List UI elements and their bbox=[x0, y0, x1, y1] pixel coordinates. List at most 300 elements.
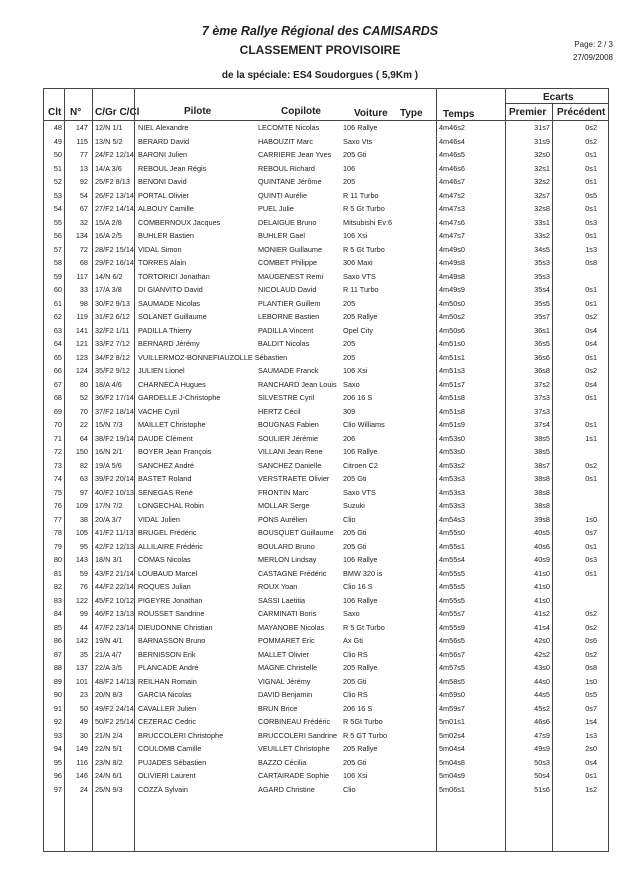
cell-car: 205 Gti bbox=[343, 474, 367, 483]
cell-time: 4m55s5 bbox=[439, 582, 465, 591]
cell-time: 4m49s8 bbox=[439, 271, 465, 281]
table-row bbox=[44, 499, 608, 513]
cell-rank: 81 bbox=[53, 568, 62, 578]
cell-rank: 76 bbox=[53, 501, 62, 510]
cell-codriver: SOULIER Jérémie bbox=[258, 433, 319, 443]
cell-codriver: BUHLER Gael bbox=[258, 231, 306, 240]
cell-codriver: REBOUL Richard bbox=[258, 163, 315, 173]
cell-gap-previous: 0s1 bbox=[585, 285, 597, 294]
table-row bbox=[44, 513, 608, 527]
cell-category-rank: 38/F2 19/14 bbox=[95, 433, 134, 443]
cell-car-number: 99 bbox=[79, 609, 88, 618]
cell-codriver: ROUX Yoan bbox=[258, 582, 298, 591]
results-table bbox=[43, 88, 609, 852]
cell-gap-first: 33s2 bbox=[534, 231, 550, 240]
cell-gap-first: 39s8 bbox=[534, 514, 550, 524]
cell-codriver: BOUGNAS Fabien bbox=[258, 420, 319, 429]
cell-gap-first: 41s0 bbox=[534, 595, 550, 605]
cell-category-rank: 36/F2 17/14 bbox=[95, 393, 134, 402]
cell-category-rank: 39/F2 20/14 bbox=[95, 474, 134, 483]
cell-codriver: LEBORNE Bastien bbox=[258, 312, 320, 321]
cell-gap-previous: 0s4 bbox=[585, 339, 597, 348]
cell-time: 4m51s0 bbox=[439, 339, 465, 348]
cell-category-rank: 19/A 5/6 bbox=[95, 460, 122, 470]
cell-codriver: BOULARD Bruno bbox=[258, 541, 315, 551]
cell-driver: DI GIANVITO David bbox=[138, 285, 203, 294]
cell-driver: BUHLER Bastien bbox=[138, 231, 194, 240]
cell-time: 4m53s0 bbox=[439, 433, 465, 443]
col-category: C/Gr C/Cl bbox=[95, 107, 140, 118]
cell-codriver: MAUGENEST Remi bbox=[258, 271, 324, 281]
cell-car-number: 68 bbox=[79, 258, 88, 267]
cell-codriver: CARRIERE Jean Yves bbox=[258, 150, 332, 159]
cell-car: 206 bbox=[343, 433, 356, 443]
cell-rank: 49 bbox=[53, 136, 62, 146]
cell-gap-first: 32s7 bbox=[534, 190, 550, 200]
cell-codriver: BOUSQUET Guillaume bbox=[258, 528, 334, 537]
cell-codriver: LECOMTE Nicolas bbox=[258, 123, 320, 132]
cell-driver: MAILLET Christophe bbox=[138, 420, 206, 429]
cell-car-number: 67 bbox=[79, 204, 88, 213]
cell-codriver: COMBET Philippe bbox=[258, 258, 318, 267]
cell-rank: 91 bbox=[53, 703, 62, 713]
table-row bbox=[44, 702, 608, 716]
table-row bbox=[44, 324, 608, 338]
cell-car-number: 149 bbox=[75, 744, 88, 753]
cell-car: Opel City bbox=[343, 325, 374, 335]
cell-driver: TORRES Alain bbox=[138, 258, 187, 267]
cell-car-number: 70 bbox=[79, 406, 88, 416]
cell-category-rank: 42/F2 12/13 bbox=[95, 541, 134, 551]
cell-rank: 86 bbox=[53, 636, 62, 645]
cell-rank: 96 bbox=[53, 771, 62, 780]
cell-category-rank: 41/F2 11/13 bbox=[95, 528, 134, 537]
cell-gap-previous: 0s1 bbox=[585, 352, 597, 362]
cell-gap-first: 49s9 bbox=[534, 744, 550, 753]
cell-rank: 69 bbox=[53, 406, 62, 416]
cell-car: R 11 Turbo bbox=[343, 285, 379, 294]
cell-time: 4m53s2 bbox=[439, 460, 465, 470]
cell-car-number: 44 bbox=[79, 622, 88, 632]
print-date: 27/09/2008 bbox=[572, 53, 613, 62]
cell-car: Clio Williams bbox=[343, 420, 385, 429]
col-precedent: Précédent bbox=[557, 107, 606, 118]
col-voiture: Voiture bbox=[354, 108, 388, 119]
cell-codriver: SANCHEZ Danielle bbox=[258, 460, 322, 470]
table-row bbox=[44, 472, 608, 486]
cell-driver: BERNARD Jérémy bbox=[138, 339, 200, 348]
cell-category-rank: 22/N 5/1 bbox=[95, 744, 123, 753]
cell-category-rank: 15/A 2/8 bbox=[95, 217, 122, 227]
cell-rank: 59 bbox=[53, 271, 62, 281]
table-row bbox=[44, 607, 608, 621]
table-row bbox=[44, 661, 608, 675]
table-row bbox=[44, 769, 608, 783]
cell-car-number: 76 bbox=[79, 582, 88, 591]
cell-gap-first: 35s5 bbox=[534, 298, 550, 308]
cell-rank: 85 bbox=[53, 622, 62, 632]
cell-car: 206 16 S bbox=[343, 703, 373, 713]
cell-driver: PLANCADE André bbox=[138, 663, 199, 672]
cell-car-number: 146 bbox=[75, 771, 88, 780]
cell-category-rank: 27/F2 14/14 bbox=[95, 204, 134, 213]
cell-rank: 62 bbox=[53, 312, 62, 321]
cell-time: 4m51s8 bbox=[439, 406, 465, 416]
cell-category-rank: 26/F2 13/14 bbox=[95, 190, 134, 200]
cell-time: 4m51s9 bbox=[439, 420, 465, 429]
table-row bbox=[44, 783, 608, 797]
rally-title: 7 ème Rallye Régional des CAMISARDS bbox=[201, 24, 439, 38]
cell-category-rank: 40/F2 10/13 bbox=[95, 487, 134, 497]
cell-car-number: 64 bbox=[79, 433, 88, 443]
cell-car-number: 117 bbox=[76, 271, 88, 281]
cell-rank: 93 bbox=[53, 730, 62, 740]
cell-rank: 51 bbox=[53, 163, 62, 173]
ecarts-header bbox=[505, 89, 609, 120]
cell-codriver: QUINTANE Jérôme bbox=[258, 177, 322, 186]
cell-time: 4m54s3 bbox=[439, 514, 465, 524]
cell-codriver: BAZZO Cécilia bbox=[258, 757, 307, 767]
cell-time: 4m47s2 bbox=[439, 190, 465, 200]
col-clt: Clt bbox=[48, 107, 62, 118]
cell-rank: 94 bbox=[53, 744, 62, 753]
cell-car: Citroen C2 bbox=[343, 460, 378, 470]
cell-car: Clio bbox=[343, 514, 356, 524]
cell-codriver: HERTZ Cécil bbox=[258, 406, 301, 416]
cell-driver: BENONI David bbox=[138, 177, 187, 186]
cell-category-rank: 24/N 6/1 bbox=[95, 771, 123, 780]
cell-car: R 5 Gt Turbo bbox=[343, 244, 385, 254]
cell-time: 4m55s4 bbox=[439, 555, 465, 564]
cell-category-rank: 34/F2 8/12 bbox=[95, 352, 130, 362]
cell-gap-first: 43s0 bbox=[534, 663, 550, 672]
cell-gap-first: 35s7 bbox=[534, 312, 550, 321]
cell-gap-previous: 0s1 bbox=[585, 420, 597, 429]
cell-gap-first: 42s2 bbox=[534, 649, 550, 659]
cell-codriver: PONS Aurélien bbox=[258, 514, 308, 524]
table-row bbox=[44, 756, 608, 770]
cell-gap-first: 31s9 bbox=[534, 136, 550, 146]
cell-rank: 79 bbox=[53, 541, 62, 551]
cell-gap-first: 44s5 bbox=[534, 690, 550, 699]
cell-car-number: 24 bbox=[79, 784, 88, 794]
cell-rank: 74 bbox=[53, 474, 62, 483]
cell-car-number: 72 bbox=[79, 244, 88, 254]
cell-codriver: MAGNE Christelle bbox=[258, 663, 318, 672]
table-header bbox=[44, 89, 608, 121]
cell-category-rank: 33/F2 7/12 bbox=[95, 339, 130, 348]
cell-gap-first: 38s7 bbox=[534, 460, 550, 470]
cell-driver: SAUMADE Nicolas bbox=[138, 298, 201, 308]
cell-car-number: 141 bbox=[75, 325, 88, 335]
cell-gap-first: 40s5 bbox=[534, 528, 550, 537]
cell-driver: COMBERNOUX Jacques bbox=[138, 217, 221, 227]
cell-rank: 95 bbox=[53, 757, 62, 767]
cell-time: 4m53s3 bbox=[439, 474, 465, 483]
cell-gap-first: 32s1 bbox=[534, 163, 550, 173]
cell-car-number: 35 bbox=[79, 649, 88, 659]
cell-rank: 52 bbox=[53, 177, 62, 186]
cell-rank: 54 bbox=[53, 204, 62, 213]
cell-codriver: RANCHARD Jean Louis bbox=[258, 379, 337, 389]
cell-codriver: NICOLAUD David bbox=[258, 285, 317, 294]
cell-rank: 72 bbox=[53, 447, 62, 456]
cell-time: 4m55s1 bbox=[439, 541, 465, 551]
cell-time: 4m50s0 bbox=[439, 298, 465, 308]
cell-driver: GARDELLE J-Christophe bbox=[138, 393, 221, 402]
cell-rank: 55 bbox=[53, 217, 62, 227]
cell-car-number: 150 bbox=[75, 447, 88, 456]
cell-gap-first: 41s2 bbox=[534, 609, 550, 618]
cell-gap-previous: 0s4 bbox=[585, 325, 597, 335]
cell-driver: VACHE Cyril bbox=[138, 406, 180, 416]
cell-gap-previous: 1s3 bbox=[585, 730, 597, 740]
cell-time: 4m50s6 bbox=[439, 325, 465, 335]
cell-category-rank: 44/F2 22/14 bbox=[95, 582, 134, 591]
cell-driver: OLIVIERI Laurent bbox=[138, 771, 196, 780]
table-row bbox=[44, 648, 608, 662]
cell-gap-previous: 0s4 bbox=[585, 379, 597, 389]
cell-time: 5m04s8 bbox=[439, 757, 465, 767]
cell-rank: 92 bbox=[53, 717, 62, 726]
cell-car: 106 Xsi bbox=[343, 366, 368, 375]
cell-gap-previous: 0s2 bbox=[585, 123, 597, 132]
cell-time: 4m49s9 bbox=[439, 285, 465, 294]
cell-car: 309 bbox=[343, 406, 356, 416]
cell-gap-first: 38s8 bbox=[534, 487, 550, 497]
cell-gap-first: 36s8 bbox=[534, 366, 550, 375]
cell-car: 205 bbox=[343, 298, 356, 308]
cell-gap-previous: 1s0 bbox=[585, 676, 597, 686]
cell-category-rank: 12/N 1/1 bbox=[95, 123, 123, 132]
cell-gap-previous: 0s1 bbox=[585, 771, 597, 780]
cell-car: 205 Rallye bbox=[343, 312, 378, 321]
table-row bbox=[44, 351, 608, 365]
col-copilote: Copilote bbox=[281, 106, 321, 117]
cell-gap-previous: 0s5 bbox=[585, 690, 597, 699]
cell-time: 4m49s0 bbox=[439, 244, 465, 254]
cell-time: 4m49s8 bbox=[439, 258, 465, 267]
cell-car: Saxo bbox=[343, 609, 360, 618]
cell-category-rank: 16/A 2/5 bbox=[95, 231, 122, 240]
cell-car-number: 119 bbox=[76, 312, 88, 321]
cell-driver: JULIEN Lionel bbox=[138, 366, 185, 375]
cell-car-number: 38 bbox=[79, 514, 88, 524]
cell-driver: CEZERAC Cedric bbox=[138, 717, 196, 726]
cell-rank: 77 bbox=[53, 514, 62, 524]
cell-gap-first: 45s2 bbox=[534, 703, 550, 713]
cell-gap-first: 40s6 bbox=[534, 541, 550, 551]
cell-time: 4m51s8 bbox=[439, 393, 465, 402]
table-row bbox=[44, 688, 608, 702]
cell-time: 5m02s4 bbox=[439, 730, 465, 740]
cell-driver: COMAS Nicolas bbox=[138, 555, 191, 564]
table-row bbox=[44, 148, 608, 162]
table-row bbox=[44, 729, 608, 743]
cell-category-rank: 32/F2 1/11 bbox=[95, 325, 130, 335]
cell-rank: 75 bbox=[53, 487, 62, 497]
table-row bbox=[44, 189, 608, 203]
cell-car: 205 bbox=[343, 352, 356, 362]
cell-rank: 65 bbox=[53, 352, 62, 362]
table-row bbox=[44, 310, 608, 324]
table-row bbox=[44, 459, 608, 473]
cell-time: 4m51s1 bbox=[439, 352, 465, 362]
cell-rank: 89 bbox=[53, 676, 62, 686]
table-row bbox=[44, 243, 608, 257]
cell-car: Mitsubishi Ev:6 bbox=[343, 217, 393, 227]
cell-category-rank: 22/A 3/5 bbox=[95, 663, 122, 672]
cell-category-rank: 23/N 8/2 bbox=[95, 757, 123, 767]
results-rows bbox=[44, 121, 608, 796]
table-row bbox=[44, 270, 608, 284]
cell-car-number: 115 bbox=[76, 136, 88, 146]
cell-driver: BARNASSON Bruno bbox=[138, 636, 206, 645]
cell-gap-previous: 1s3 bbox=[585, 244, 597, 254]
cell-rank: 68 bbox=[53, 393, 62, 402]
cell-driver: SENEGAS René bbox=[138, 487, 193, 497]
cell-codriver: CARTAIRADE Sophie bbox=[258, 771, 330, 780]
cell-category-rank: 46/F2 13/13 bbox=[95, 609, 134, 618]
table-row bbox=[44, 216, 608, 230]
cell-category-rank: 43/F2 21/14 bbox=[95, 568, 134, 578]
cell-car-number: 50 bbox=[79, 703, 88, 713]
cell-gap-previous: 0s8 bbox=[585, 663, 597, 672]
cell-car-number: 137 bbox=[75, 663, 88, 672]
cell-car-number: 49 bbox=[79, 717, 88, 726]
cell-rank: 82 bbox=[53, 582, 62, 591]
cell-gap-previous: 0s1 bbox=[585, 298, 597, 308]
cell-time: 4m59s7 bbox=[439, 703, 465, 713]
cell-driver: TORTORICI Jonathan bbox=[138, 271, 210, 281]
cell-codriver: BRUCCOLERI Sandrine bbox=[258, 730, 338, 740]
table-row bbox=[44, 337, 608, 351]
cell-rank: 78 bbox=[53, 528, 62, 537]
cell-car: Saxo Vts bbox=[343, 136, 373, 146]
cell-gap-previous: 0s2 bbox=[585, 312, 597, 321]
cell-car-number: 121 bbox=[75, 339, 88, 348]
cell-time: 4m46s6 bbox=[439, 163, 465, 173]
cell-codriver: HABOUZIT Marc bbox=[258, 136, 314, 146]
cell-car: 205 Gti bbox=[343, 757, 367, 767]
cell-time: 4m55s7 bbox=[439, 609, 465, 618]
cell-car: 205 bbox=[343, 177, 356, 186]
table-row bbox=[44, 715, 608, 729]
cell-time: 4m47s3 bbox=[439, 204, 465, 213]
cell-codriver: POMMARET Eric bbox=[258, 636, 315, 645]
table-row bbox=[44, 675, 608, 689]
table-row bbox=[44, 391, 608, 405]
cell-driver: LOUBAUD Marcel bbox=[138, 568, 198, 578]
cell-codriver: BRUN Brice bbox=[258, 703, 298, 713]
cell-car: Saxo VTS bbox=[343, 487, 376, 497]
cell-codriver: DAVID Benjamin bbox=[258, 690, 313, 699]
cell-rank: 88 bbox=[53, 663, 62, 672]
cell-gap-first: 37s3 bbox=[534, 406, 550, 416]
cell-gap-first: 32s8 bbox=[534, 204, 550, 213]
cell-codriver: VERSTRAETE Olivier bbox=[258, 474, 330, 483]
cell-car: R 5Gt Turbo bbox=[343, 717, 383, 726]
cell-codriver: SAUMADE Franck bbox=[258, 366, 319, 375]
cell-gap-previous: 0s5 bbox=[585, 190, 597, 200]
cell-rank: 87 bbox=[53, 649, 62, 659]
cell-codriver: MONIER Guillaume bbox=[258, 244, 323, 254]
cell-category-rank: 17/A 3/8 bbox=[95, 285, 122, 294]
cell-driver: COZZA Sylvain bbox=[138, 784, 188, 794]
cell-gap-previous: 0s1 bbox=[585, 204, 597, 213]
page-number: Page: 2 / 3 bbox=[574, 40, 613, 49]
table-row bbox=[44, 121, 608, 135]
cell-category-rank: 49/F2 24/14 bbox=[95, 703, 134, 713]
table-row bbox=[44, 405, 608, 419]
cell-car-number: 142 bbox=[75, 636, 88, 645]
cell-car: Clio bbox=[343, 784, 356, 794]
cell-codriver: PADILLA Vincent bbox=[258, 325, 314, 335]
cell-rank: 57 bbox=[53, 244, 62, 254]
cell-car: Saxo VTS bbox=[343, 271, 376, 281]
cell-gap-first: 47s9 bbox=[534, 730, 550, 740]
cell-gap-first: 38s8 bbox=[534, 501, 550, 510]
cell-car-number: 54 bbox=[79, 190, 88, 200]
cell-category-rank: 18/A 4/6 bbox=[95, 379, 122, 389]
cell-gap-first: 51s6 bbox=[534, 784, 550, 794]
cell-car: 306 Maxi bbox=[343, 258, 373, 267]
cell-codriver: CASTAGNE Frédéric bbox=[258, 568, 327, 578]
cell-rank: 48 bbox=[53, 123, 62, 132]
cell-driver: PORTAL Olivier bbox=[138, 190, 189, 200]
cell-car-number: 105 bbox=[75, 528, 88, 537]
page-info bbox=[573, 38, 613, 64]
cell-codriver: MAYANOBE Nicolas bbox=[258, 622, 325, 632]
cell-driver: BOYER Jean François bbox=[138, 447, 212, 456]
cell-gap-first: 31s7 bbox=[534, 123, 550, 132]
cell-car-number: 124 bbox=[75, 366, 88, 375]
cell-gap-previous: 0s8 bbox=[585, 258, 597, 267]
cell-time: 4m47s6 bbox=[439, 217, 465, 227]
cell-car: 106 Xsi bbox=[343, 771, 368, 780]
table-row bbox=[44, 526, 608, 540]
table-row bbox=[44, 594, 608, 608]
cell-codriver: QUINTI Aurélie bbox=[258, 190, 308, 200]
cell-codriver: CORBINEAU Frédéric bbox=[258, 717, 331, 726]
cell-codriver: MALLET Olivier bbox=[258, 649, 309, 659]
cell-gap-previous: 0s1 bbox=[585, 568, 597, 578]
cell-car: 205 Rallye bbox=[343, 744, 378, 753]
cell-car: 106 bbox=[343, 163, 356, 173]
cell-rank: 61 bbox=[53, 298, 62, 308]
cell-car-number: 22 bbox=[79, 420, 88, 429]
cell-car: 205 Gti bbox=[343, 676, 367, 686]
cell-gap-previous: 0s7 bbox=[585, 703, 597, 713]
cell-gap-previous: 0s1 bbox=[585, 474, 597, 483]
cell-car-number: 23 bbox=[79, 690, 88, 699]
col-ecarts: Ecarts bbox=[543, 92, 574, 103]
cell-category-rank: 16/N 2/1 bbox=[95, 447, 123, 456]
cell-gap-first: 36s6 bbox=[534, 352, 550, 362]
cell-car: R 11 Turbo bbox=[343, 190, 379, 200]
table-row bbox=[44, 297, 608, 311]
cell-gap-previous: 0s1 bbox=[585, 231, 597, 240]
cell-car: 205 Gti bbox=[343, 528, 367, 537]
cell-category-rank: 14/A 3/6 bbox=[95, 163, 122, 173]
cell-codriver: BALDIT Nicolas bbox=[258, 339, 310, 348]
cell-time: 4m59s0 bbox=[439, 690, 465, 699]
cell-rank: 67 bbox=[53, 379, 62, 389]
cell-driver: NIEL Alexandre bbox=[138, 123, 189, 132]
cell-driver: CAVALLER Julien bbox=[138, 703, 197, 713]
cell-category-rank: 17/N 7/2 bbox=[95, 501, 123, 510]
cell-rank: 70 bbox=[53, 420, 62, 429]
